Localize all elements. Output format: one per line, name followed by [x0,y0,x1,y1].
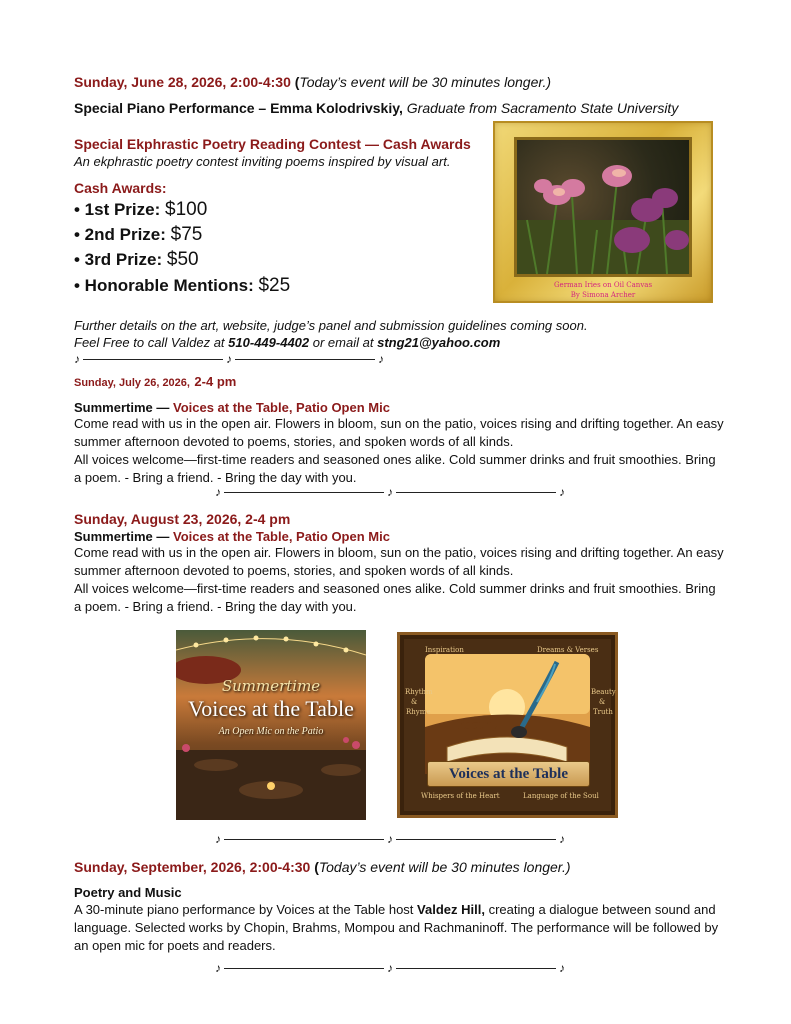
event2-title-line [74,399,390,416]
music-note-icon: ♪ [226,352,232,366]
contest-description: An ekphrastic poetry contest inviting poems inspired by visual art. [74,154,451,169]
prize-label: • 1st Prize: [74,200,161,219]
poster1-summertime: Summertime [221,677,321,695]
event4-paren: ( [314,859,319,875]
music-note-icon: ♪ [74,352,80,366]
music-note-icon: ♪ [559,832,565,846]
divider-rule [396,839,556,840]
event3-date: Sunday, August 23, 2026, 2-4 pm [74,511,291,527]
event4-note: Today’s event will be 30 minutes longer.) [318,859,571,875]
music-note-icon: ♪ [215,832,221,846]
poster1-subtitle: An Open Mic on the Patio [218,726,324,737]
event4-body [74,901,724,955]
music-note-icon: ♪ [215,961,221,975]
contact-email[interactable]: stng21@yahoo.com [377,335,501,350]
divider-rule [224,492,384,493]
event4-host: Valdez Hill, [417,902,485,917]
poster2-title: Voices at the Table [427,761,590,787]
event2-date-line [74,373,236,391]
poster2-rhythm: Rhythm [405,688,433,696]
event1-performance-title: Special Piano Performance – Emma Kolodrivskiy, [74,100,403,116]
poster2-rhyme: Rhyme [406,708,431,716]
event2-body-2: All voices welcome—first-time readers and seasoned ones alike. Cold summer drinks and fruit smoothies. Bring a poem. - Bring a friend. - Bring the day with you. [74,452,716,485]
music-divider [215,961,565,975]
divider-rule [83,359,223,360]
prize-second [74,224,202,246]
painting-caption-artist: By Simona Archer [570,291,636,299]
event1-note: Today’s event will be 30 minutes longer.) [299,74,552,90]
prize-label: • Honorable Mentions: [74,276,254,295]
music-note-icon: ♪ [387,832,393,846]
event2-title-prefix: Summertime — [74,400,170,415]
divider-rule [224,968,384,969]
poster2-language: Language of the Soul [523,792,599,800]
event4-body-prefix: A 30-minute piano performance by Voices at the Table host [74,902,414,917]
patio-scene-image [176,630,366,820]
iris-painting [493,121,713,303]
poster1-title: Voices at the Table [188,696,354,721]
contact-prefix: Feel Free to call Valdez at [74,335,225,350]
divider-rule [235,359,375,360]
painting-canvas [517,140,689,274]
event4-date-line [74,858,571,876]
prize-honorable [74,275,290,297]
painting-caption-title: German Iries on Oil Canvas [553,281,653,289]
poster2-truth: Truth [593,708,613,716]
prize-label: • 3rd Prize: [74,250,163,269]
event1-performance-credit: Graduate from Sacramento State University [406,100,679,116]
contest-title: Special Ekphrastic Poetry Reading Contest — Cash Awards [74,136,471,152]
divider-rule [396,968,556,969]
iris-flowers-image [517,140,689,274]
event2-title: Voices at the Table, Patio Open Mic [173,400,390,415]
event3-title-line [74,528,390,545]
music-note-icon: ♪ [387,961,393,975]
divider-rule [224,839,384,840]
music-divider [215,485,565,499]
event3-title: Voices at the Table, Patio Open Mic [173,529,390,544]
prize-amount: $50 [166,249,199,270]
contact-phone[interactable]: 510-449-4402 [228,335,310,350]
prize-amount: $75 [170,224,203,245]
contact-line [74,334,500,351]
book-quill-image [397,632,618,818]
event4-body-suffix: creating a dialogue between sound and language. Selected works by Chopin, Brahms, Mompou and Rachmaninoff. The performance will be followed by an open mic for poets and readers. [74,902,719,953]
prize-third [74,249,199,271]
cash-awards-heading: Cash Awards: [74,180,167,196]
prize-amount: $100 [165,199,208,220]
prize-amount: $25 [258,275,291,296]
event2-body-1: Come read with us in the open air. Flowers in bloom, sun on the patio, voices rising and drifting together. An easy summer afternoon devoted to poems, stories, and spoken words of all kinds. [74,416,724,449]
poster2-poetry: Poetry [455,718,498,733]
event1-date: Sunday, June 28, 2026, 2:00-4:30 [74,74,291,90]
voices-at-the-table-poster [397,632,618,818]
event3-body-2: All voices welcome—first-time readers and seasoned ones alike. Cold summer drinks and fruit smoothies. Bring a poem. - Bring a friend. - Bring the day with you. [74,581,716,614]
further-details: Further details on the art, website, judge’s panel and submission guidelines coming soon. [74,318,588,333]
event2-time: 2-4 pm [194,374,237,389]
event3-body-1: Come read with us in the open air. Flowers in bloom, sun on the patio, voices rising and drifting together. An easy summer afternoon devoted to poems, stories, and spoken words of all kinds. [74,545,724,578]
event1-performance-line [74,99,678,117]
poster2-beauty: Beauty [591,688,616,696]
prize-first [74,199,207,221]
music-note-icon: ♪ [559,961,565,975]
contact-mid: or email at [312,335,374,350]
event1-paren: ( [294,74,300,90]
event3-title-prefix: Summertime — [74,529,170,544]
music-divider [215,832,565,846]
music-note-icon: ♪ [387,485,393,499]
event4-title: Poetry and Music [74,885,182,900]
event2-date: Sunday, July 26, 2026, [74,377,190,389]
prize-label: • 2nd Prize: [74,225,166,244]
summertime-poster [176,630,366,820]
music-divider [74,352,384,366]
poster2-inspiration: Inspiration [425,646,464,654]
event1-date-line [74,73,551,91]
poster2-amp-right: & [599,698,606,706]
music-note-icon: ♪ [378,352,384,366]
poster2-amp-left: & [411,698,418,706]
divider-rule [396,492,556,493]
poster2-dreams: Dreams & Verses [537,646,599,654]
event4-date: Sunday, September, 2026, 2:00-4:30 [74,859,311,875]
music-note-icon: ♪ [559,485,565,499]
music-note-icon: ♪ [215,485,221,499]
poster2-whispers: Whispers of the Heart [421,792,500,800]
